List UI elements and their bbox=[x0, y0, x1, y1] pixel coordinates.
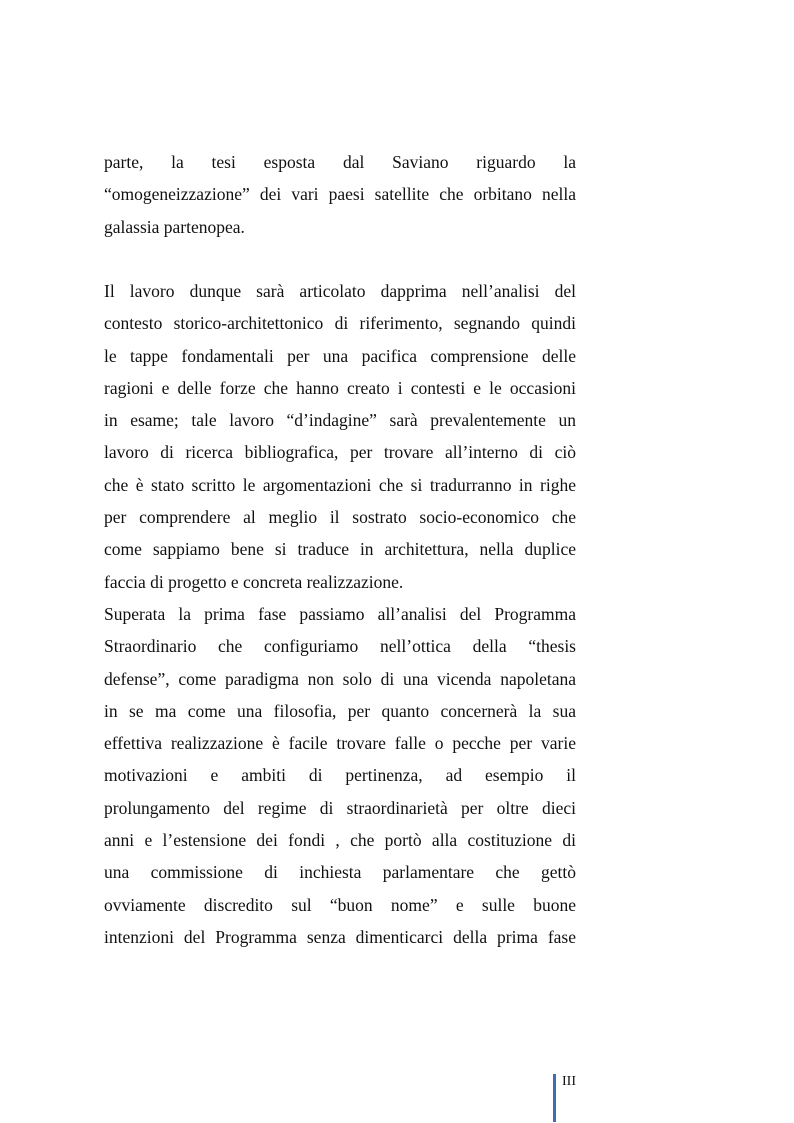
paragraph-2 bbox=[104, 275, 576, 953]
text-line: Il lavoro dunque sarà articolato dapprima nell’analisi del bbox=[104, 281, 576, 301]
text-line: “omogeneizzazione” dei vari paesi satellite che orbitano nella bbox=[104, 184, 576, 205]
text-line: prolungamento del regime di straordinarietà per oltre dieci bbox=[104, 797, 576, 818]
text-line: le tappe fondamentali per una pacifica comprensione delle bbox=[104, 345, 576, 366]
text-line: defense”, come paradigma non solo di una vicenda napoletana bbox=[104, 668, 576, 689]
paragraph-1 bbox=[104, 146, 576, 243]
text-line: effettiva realizzazione è facile trovare falle o pecche per varie bbox=[104, 733, 576, 754]
text-line: in esame; tale lavoro “d’indagine” sarà prevalentemente un bbox=[104, 410, 576, 431]
text-line: Straordinario che configuriamo nell’ottica della “thesis bbox=[104, 636, 576, 657]
text-line: faccia di progetto e concreta realizzazione. bbox=[104, 571, 404, 592]
text-line: ovviamente discredito sul “buon nome” e sulle buone bbox=[104, 894, 576, 915]
text-line: che è stato scritto le argomentazioni che si tradurranno in righe bbox=[104, 474, 576, 495]
text-line: contesto storico-architettonico di riferimento, segnando quindi bbox=[104, 313, 576, 334]
text-line: motivazioni e ambiti di pertinenza, ad esempio il bbox=[104, 765, 576, 786]
text-line: ragioni e delle forze che hanno creato i contesti e le occasioni bbox=[104, 377, 576, 398]
text-line: come sappiamo bene si traduce in architettura, nella duplice bbox=[104, 539, 576, 560]
text-line: galassia partenopea. bbox=[104, 216, 245, 237]
text-line: anni e l’estensione dei fondi , che portò alla costituzione di bbox=[104, 830, 576, 851]
page-number: III bbox=[562, 1074, 576, 1089]
text-line: lavoro di ricerca bibliografica, per trovare all’interno di ciò bbox=[104, 442, 576, 463]
text-line: una commissione di inchiesta parlamentare che gettò bbox=[104, 862, 576, 883]
page-number-rule bbox=[553, 1074, 556, 1122]
text-line: per comprendere al meglio il sostrato socio-economico che bbox=[104, 507, 576, 528]
text-line: parte, la tesi esposta dal Saviano riguardo la bbox=[104, 152, 576, 172]
text-line: intenzioni del Programma senza dimenticarci della prima fase bbox=[104, 926, 576, 947]
text-line: in se ma come una filosofia, per quanto concernerà la sua bbox=[104, 700, 576, 721]
text-line: Superata la prima fase passiamo all’analisi del Programma bbox=[104, 603, 576, 624]
